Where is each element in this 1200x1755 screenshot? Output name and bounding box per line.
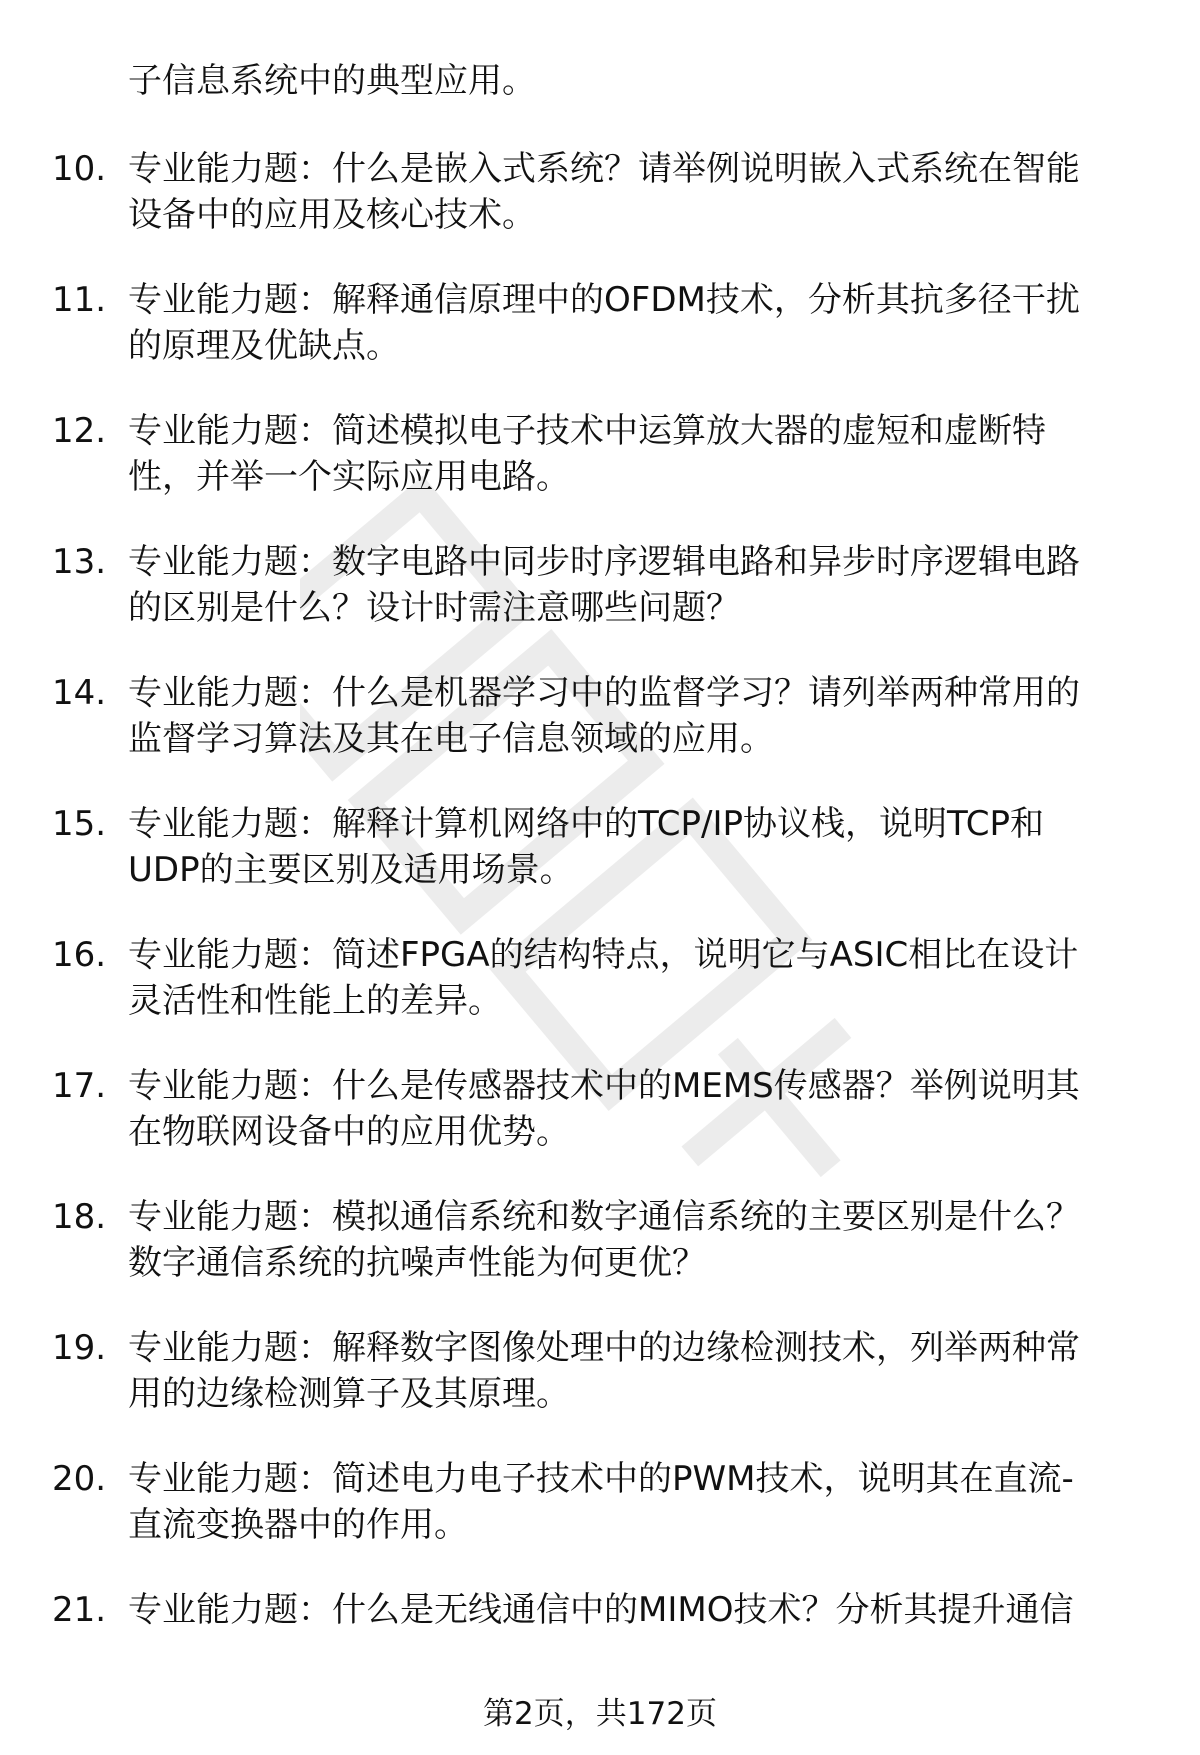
question-item (0, 277, 1200, 408)
question-line: 的原理及优缺点。 (128, 326, 400, 366)
question-item (0, 146, 1200, 277)
question-number: 15. (52, 804, 107, 844)
question-line: 专业能力题：模拟通信系统和数字通信系统的主要区别是什么？ (128, 1197, 1080, 1237)
question-line: UDP的主要区别及适用场景。 (128, 850, 574, 890)
question-text (128, 277, 1148, 369)
question-line: 的区别是什么？设计时需注意哪些问题？ (128, 588, 740, 628)
question-item (0, 1325, 1200, 1456)
question-line: 数字通信系统的抗噪声性能为何更优？ (128, 1243, 706, 1283)
question-item (0, 1456, 1200, 1587)
question-number: 13. (52, 542, 107, 582)
question-line: 在物联网设备中的应用优势。 (128, 1112, 570, 1152)
question-line: 性，并举一个实际应用电路。 (128, 457, 570, 497)
question-number: 18. (52, 1197, 107, 1237)
question-item (0, 1194, 1200, 1325)
question-text (128, 539, 1148, 631)
question-number: 19. (52, 1328, 107, 1368)
question-line: 用的边缘检测算子及其原理。 (128, 1374, 570, 1414)
question-line: 专业能力题：什么是嵌入式系统？请举例说明嵌入式系统在智能 (128, 149, 1080, 189)
question-line: 直流变换器中的作用。 (128, 1505, 468, 1545)
question-line: 专业能力题：简述FPGA的结构特点，说明它与ASIC相比在设计 (128, 935, 1079, 975)
question-item (0, 670, 1200, 801)
question-line: 灵活性和性能上的差异。 (128, 981, 502, 1021)
question-number: 16. (52, 935, 107, 975)
question-line: 专业能力题：解释数字图像处理中的边缘检测技术，列举两种常 (128, 1328, 1080, 1368)
question-text (128, 1194, 1148, 1286)
question-text (128, 932, 1148, 1024)
question-number: 10. (52, 149, 107, 189)
question-line: 专业能力题：什么是机器学习中的监督学习？请列举两种常用的 (128, 673, 1080, 713)
question-number: 17. (52, 1066, 107, 1106)
question-item (0, 932, 1200, 1063)
question-line: 设备中的应用及核心技术。 (128, 195, 536, 235)
question-item (0, 1063, 1200, 1194)
question-text (128, 1063, 1148, 1155)
question-list (0, 146, 1200, 1718)
question-line: 专业能力题：解释通信原理中的OFDM技术，分析其抗多径干扰 (128, 280, 1080, 320)
question-number: 12. (52, 411, 107, 451)
question-text (128, 408, 1148, 500)
question-text (128, 1325, 1148, 1417)
question-number: 21. (52, 1590, 107, 1630)
question-text (128, 1587, 1148, 1633)
question-line: 专业能力题：简述电力电子技术中的PWM技术，说明其在直流- (128, 1459, 1074, 1499)
question-item (0, 408, 1200, 539)
question-line: 专业能力题：数字电路中同步时序逻辑电路和异步时序逻辑电路 (128, 542, 1080, 582)
question-text (128, 670, 1148, 762)
question-text (128, 801, 1148, 893)
question-item (0, 539, 1200, 670)
question-number: 11. (52, 280, 107, 320)
question-item (0, 801, 1200, 932)
question-line: 专业能力题：什么是传感器技术中的MEMS传感器？举例说明其 (128, 1066, 1080, 1106)
question-number: 20. (52, 1459, 107, 1499)
question-text (128, 146, 1148, 238)
question-text (128, 1456, 1148, 1548)
question-line: 专业能力题：什么是无线通信中的MIMO技术？分析其提升通信 (128, 1590, 1074, 1630)
question-line: 监督学习算法及其在电子信息领域的应用。 (128, 719, 774, 759)
continuation-text: 子信息系统中的典型应用。 (128, 61, 536, 101)
page-footer: 第2页，共172页 (483, 1696, 717, 1732)
question-line: 专业能力题：解释计算机网络中的TCP/IP协议栈，说明TCP和 (128, 804, 1045, 844)
question-number: 14. (52, 673, 107, 713)
question-line: 专业能力题：简述模拟电子技术中运算放大器的虚短和虚断特 (128, 411, 1046, 451)
